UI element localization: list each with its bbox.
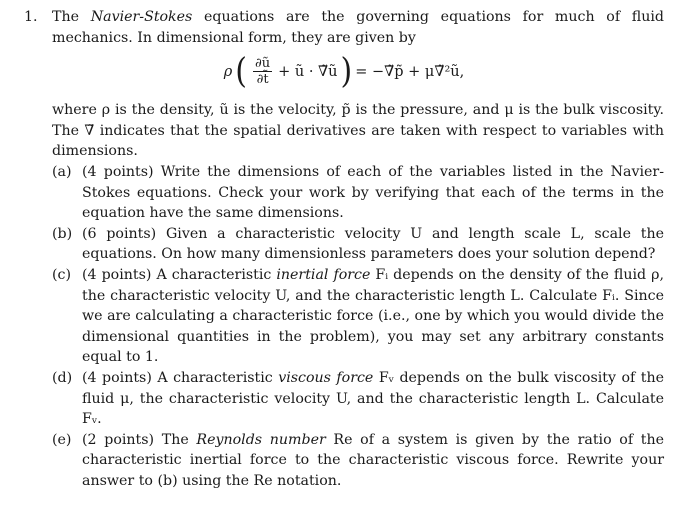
intro-emphasis: Navier-Stokes <box>90 9 193 25</box>
part-post: Re of a system is given by the ratio of the characteristic inertial force to the characteristic viscous force. Rewrite your answer to (b) using the Re notation. <box>82 431 665 489</box>
eq-paren-close: ) <box>340 50 353 92</box>
intro-pre: The <box>52 9 91 25</box>
part-label: (b) <box>52 225 73 242</box>
eq-paren-open: ( <box>235 50 248 92</box>
eq-rho: ρ <box>223 63 233 80</box>
intro-post: equations are the governing equations for much of fluid mechanics. In dimensional form, they are given by <box>52 9 664 46</box>
problem-1 <box>24 7 664 491</box>
part-text <box>82 265 664 368</box>
problem-number: 1. <box>24 9 38 25</box>
eq-middle: + ũ · ∇̃ũ <box>278 63 338 80</box>
part-pre: (2 points) The <box>82 431 197 448</box>
part-pre: (4 points) A characteristic <box>82 369 279 386</box>
eq-rhs: = −∇̃p̃ + μ∇̃²ũ, <box>355 63 465 80</box>
part-c <box>52 265 664 368</box>
part-b <box>52 224 664 265</box>
part-emphasis: inertial force <box>276 266 371 283</box>
part-post: Fᵢ depends on the density of the fluid ρ, the characteristic velocity U, and the characteristic length L. Calculate Fᵢ. Since we are calculating a characteristic force (i.e., one by which you would divide the dimensional quantities in the problem), you may set any arbitrary constants equal to 1. <box>82 266 665 366</box>
part-label: (d) <box>52 369 73 386</box>
eq-frac-denominator: ∂t̃ <box>256 72 269 88</box>
variable-definitions: where ρ is the density, ũ is the velocity, p̃ is the pressure, and μ is the bulk viscosity. The ∇̃ indicates that the spatial derivatives are taken with respect to variables with dimensions. <box>52 102 664 160</box>
part-emphasis: Reynolds number <box>196 431 326 448</box>
navier-stokes-equation <box>24 50 664 94</box>
part-text <box>82 430 664 492</box>
part-a <box>52 162 664 224</box>
part-d <box>52 368 664 430</box>
part-label: (c) <box>52 266 72 283</box>
eq-fraction <box>253 56 272 87</box>
subparts-list <box>52 162 664 492</box>
part-label: (a) <box>52 163 72 180</box>
part-text <box>82 368 664 430</box>
part-e <box>52 430 664 492</box>
part-label: (e) <box>52 431 72 448</box>
part-post: Fᵥ depends on the bulk viscosity of the fluid μ, the characteristic velocity U, and the characteristic length L. Calculate Fᵥ. <box>82 369 664 428</box>
eq-frac-numerator: ∂ũ <box>255 56 271 72</box>
problem-intro <box>52 7 664 48</box>
part-emphasis: viscous force <box>278 369 374 386</box>
part-text: (6 points) Given a characteristic velocity U and length scale L, scale the equations. On how many dimensionless parameters does your solution depend? <box>82 225 664 263</box>
part-text: (4 points) Write the dimensions of each of the variables listed in the Navier-Stokes equations. Check your work by verifying that each of the terms in the equation have the same dimensions. <box>82 163 664 222</box>
part-pre: (4 points) A characteristic <box>82 266 277 283</box>
